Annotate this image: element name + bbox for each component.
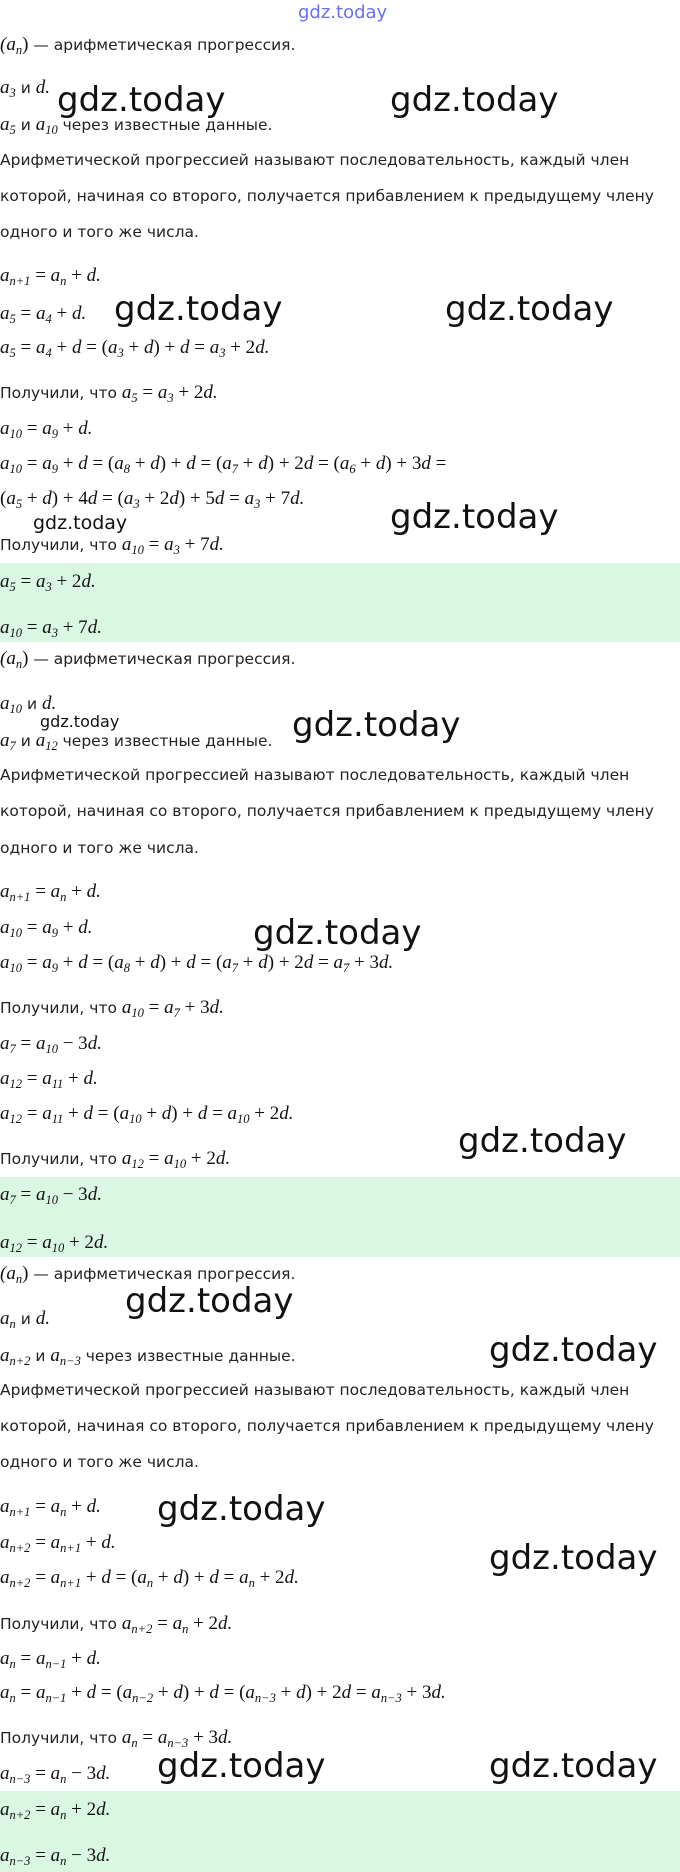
formula: $a_{n+1} = a_n + d$.: [0, 1496, 101, 1519]
formula: $a_{n-3} = a_n - 3d$.: [0, 1763, 111, 1786]
answer-formula: $a_{10} = a_3 + 7d$.: [0, 617, 102, 640]
result-line: Получили, что $a_{n+2} = a_n + 2d$.: [0, 1613, 233, 1636]
watermark: gdz.today: [445, 289, 614, 329]
formula: $a_n = a_{n-1} + d$.: [0, 1648, 101, 1671]
formula: $a_n = a_{n-1} + d = (a_{n-2} + d) + d = (a_{n-3} + d) + 2d = a_{n-3} + 3d$.: [0, 1682, 446, 1705]
watermark: gdz.today: [458, 1121, 627, 1161]
given-line: $a_{10}$ и d.: [0, 693, 57, 716]
result-line: Получили, что $a_{10} = a_7 + 3d$.: [0, 997, 224, 1020]
statement-line: $(a_n)$ — арифметическая прогрессия.: [0, 1263, 296, 1286]
answer-box-1: [0, 563, 680, 642]
result-line: Получили, что $a_{12} = a_{10} + 2d$.: [0, 1148, 231, 1171]
watermark: gdz.today: [489, 1538, 658, 1578]
definition-line-3: одного и того же числа.: [0, 839, 199, 857]
result-line: Получили, что $a_{10} = a_3 + 7d$.: [0, 534, 224, 557]
answer-formula: $a_{n+2} = a_n + 2d$.: [0, 1799, 111, 1822]
watermark: gdz.today: [33, 512, 128, 534]
find-line: $a_{n+2}$ и $a_{n-3}$ через известные данные.: [0, 1345, 296, 1368]
formula: $(a_5 + d) + 4d = (a_3 + 2d) + 5d = a_3 + 7d$.: [0, 488, 305, 511]
formula: $a_{n+1} = a_n + d$.: [0, 265, 101, 288]
result-line: Получили, что $a_5 = a_3 + 2d$.: [0, 382, 218, 405]
answer-formula: $a_5 = a_3 + 2d$.: [0, 571, 96, 594]
definition-line-2: которой, начиная со второго, получается прибавлением к предыдущему члену: [0, 802, 654, 820]
site-logo[interactable]: gdz.today: [298, 2, 388, 23]
watermark: gdz.today: [157, 1489, 326, 1529]
formula: $a_{12} = a_{11} + d = (a_{10} + d) + d = a_{10} + 2d$.: [0, 1103, 294, 1126]
formula: $a_5 = a_4 + d$.: [0, 303, 87, 326]
definition-line-3: одного и того же числа.: [0, 1453, 199, 1471]
watermark: gdz.today: [57, 80, 226, 120]
statement-line: $(a_n)$ — арифметическая прогрессия.: [0, 34, 296, 57]
find-line: $a_5$ и $a_{10}$ через известные данные.: [0, 114, 273, 137]
watermark: gdz.today: [40, 712, 120, 731]
watermark: gdz.today: [292, 705, 461, 745]
definition-line-2: которой, начиная со второго, получается прибавлением к предыдущему члену: [0, 1417, 654, 1435]
watermark: gdz.today: [253, 913, 422, 953]
formula: $a_5 = a_4 + d = (a_3 + d) + d = a_3 + 2d$.: [0, 337, 270, 360]
answer-formula: $a_{n-3} = a_n - 3d$.: [0, 1845, 111, 1868]
formula: $a_{10} = a_9 + d = (a_8 + d) + d = (a_7 + d) + 2d = a_7 + 3d$.: [0, 952, 394, 975]
watermark: gdz.today: [390, 80, 559, 120]
given-line: $a_n$ и d.: [0, 1308, 50, 1331]
answer-formula: $a_{12} = a_{10} + 2d$.: [0, 1232, 109, 1255]
definition-line-2: которой, начиная со второго, получается прибавлением к предыдущему члену: [0, 187, 654, 205]
watermark: gdz.today: [157, 1746, 326, 1786]
watermark: gdz.today: [114, 289, 283, 329]
watermark: gdz.today: [125, 1281, 294, 1321]
result-line: Получили, что $a_n = a_{n-3} + 3d$.: [0, 1727, 233, 1750]
watermark: gdz.today: [390, 497, 559, 537]
definition-line-3: одного и того же числа.: [0, 223, 199, 241]
find-line: $a_7$ и $a_{12}$ через известные данные.: [0, 730, 273, 753]
watermark: gdz.today: [489, 1330, 658, 1370]
formula: $a_{10} = a_9 + d$.: [0, 917, 93, 940]
definition-line-1: Арифметической прогрессией называют последовательность, каждый член: [0, 766, 630, 784]
formula: $a_{n+2} = a_{n+1} + d = (a_n + d) + d = a_n + 2d$.: [0, 1567, 299, 1590]
statement-line: $(a_n)$ — арифметическая прогрессия.: [0, 648, 296, 671]
watermark: gdz.today: [489, 1746, 658, 1786]
formula: $a_7 = a_{10} - 3d$.: [0, 1033, 102, 1056]
definition-line-1: Арифметической прогрессией называют последовательность, каждый член: [0, 1381, 630, 1399]
formula: $a_{n+2} = a_{n+1} + d$.: [0, 1532, 116, 1555]
formula: $a_{n+1} = a_n + d$.: [0, 881, 101, 904]
given-line: $a_3$ и d.: [0, 77, 50, 100]
formula: $a_{10} = a_9 + d = (a_8 + d) + d = (a_7 + d) + 2d = (a_6 + d) + 3d$ =: [0, 453, 447, 476]
answer-formula: $a_7 = a_{10} - 3d$.: [0, 1184, 102, 1207]
definition-line-1: Арифметической прогрессией называют последовательность, каждый член: [0, 151, 630, 169]
formula: $a_{12} = a_{11} + d$.: [0, 1068, 98, 1091]
formula: $a_{10} = a_9 + d$.: [0, 418, 93, 441]
